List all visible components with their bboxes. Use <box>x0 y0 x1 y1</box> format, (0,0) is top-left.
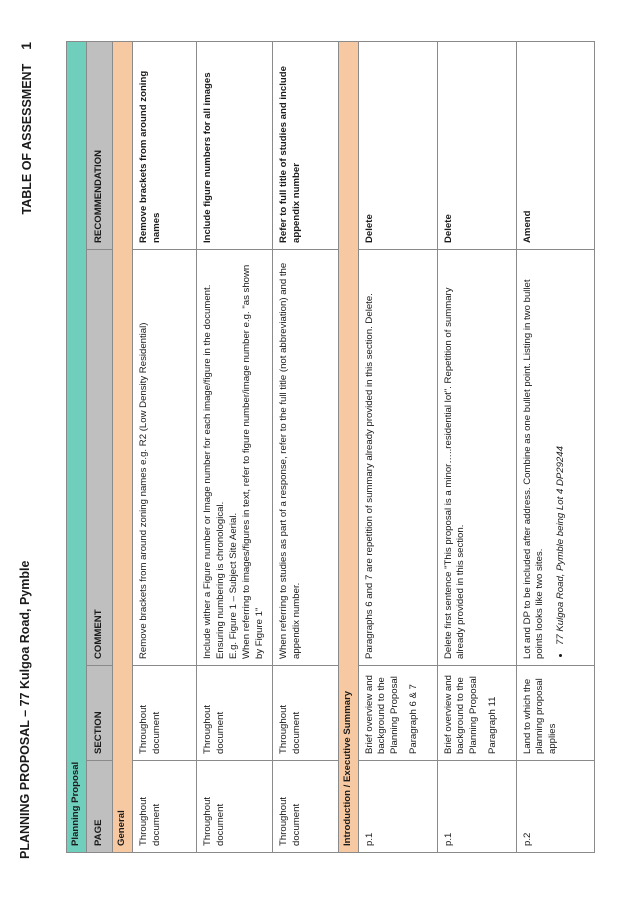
cell-recommendation: Refer to full title of studies and include appendix number <box>272 41 338 249</box>
cell-recommendation: Delete <box>358 41 437 249</box>
cell-page: p.1 <box>358 761 437 853</box>
cell-recommendation: Delete <box>437 41 516 249</box>
section-name: Brief overview and background to the Planning Proposal <box>442 675 480 754</box>
cell-page: Throughout document <box>272 761 338 853</box>
table-row <box>437 41 516 852</box>
col-header-section: SECTION <box>86 666 112 761</box>
cell-comment: Paragraphs 6 and 7 are repetition of summary already provided in this section. Delete. <box>358 250 437 666</box>
comment-line: When referring to images/figures in text, refer to figure number/image number e.g. "as shown by Figure 1" <box>240 264 265 659</box>
table-row <box>272 41 338 852</box>
section-row-general <box>112 41 132 852</box>
cell-section: Throughout document <box>272 666 338 761</box>
table-row <box>516 41 594 852</box>
cell-page: p.1 <box>437 761 516 853</box>
table-row <box>132 41 196 852</box>
table-row <box>196 41 272 852</box>
cell-section: Throughout document <box>132 666 196 761</box>
bullet-item: • 77 Kulgoa Road, Pymble being Lot 4 DP29244 <box>555 256 568 645</box>
comment-line: Lot and DP to be included after address. Combine as one bullet point. Listing in two bullet points looks like two sites. <box>521 279 546 659</box>
section-row-introduction <box>338 41 358 852</box>
comment-line: E.g. Figure 1 – Subject Site Aerial. <box>227 512 239 659</box>
cell-recommendation: Amend <box>516 41 594 249</box>
cell-page: Throughout document <box>132 761 196 853</box>
section-title: TABLE OF ASSESSMENT <box>20 63 34 215</box>
section-name: Brief overview and background to the Planning Proposal <box>363 675 401 754</box>
cell-section <box>437 666 516 761</box>
cell-comment <box>196 250 272 666</box>
section-paragraph: Paragraph 6 & 7 <box>408 684 420 754</box>
cell-section: Land to which the planning proposal applies <box>516 666 594 761</box>
cell-comment: When referring to studies as part of a response, refer to the full title (not abbreviation) and the appendix number. <box>272 250 338 666</box>
comment-line: Include wither a Figure number or Image number for each image/figure in the document. Ensuring numbering is chronological. <box>201 284 226 659</box>
cell-section: Throughout document <box>196 666 272 761</box>
cell-comment: Delete first sentence "This proposal is a minor…..residential lot". Repetition of summary already provided in this section. <box>437 250 516 666</box>
page-number: 1 <box>18 42 34 50</box>
bullet-list <box>555 256 568 659</box>
table-title-row <box>67 41 87 852</box>
cell-recommendation: Remove brackets from around zoning names <box>132 41 196 249</box>
column-header-row <box>86 41 112 852</box>
table-row <box>358 41 437 852</box>
cell-page: p.2 <box>516 761 594 853</box>
table-title: Planning Proposal <box>67 41 87 852</box>
section-label-introduction: Introduction / Executive Summary <box>338 41 358 852</box>
cell-section <box>358 666 437 761</box>
col-header-comment: COMMENT <box>86 250 112 666</box>
document-header-right <box>18 42 34 215</box>
assessment-table <box>66 41 595 853</box>
cell-recommendation: Include figure numbers for all images <box>196 41 272 249</box>
col-header-recommendation: RECOMMENDATION <box>86 41 112 249</box>
cell-comment: Remove brackets from around zoning names e.g. R2 (Low Density Residential) <box>132 250 196 666</box>
section-label-general: General <box>112 41 132 852</box>
section-paragraph: Paragraph 11 <box>487 696 499 754</box>
col-header-page: PAGE <box>86 761 112 853</box>
document-header-title: PLANNING PROPOSAL – 77 Kulgoa Road, Pymble <box>18 560 32 859</box>
cell-comment <box>516 250 594 666</box>
cell-page: Throughout document <box>196 761 272 853</box>
